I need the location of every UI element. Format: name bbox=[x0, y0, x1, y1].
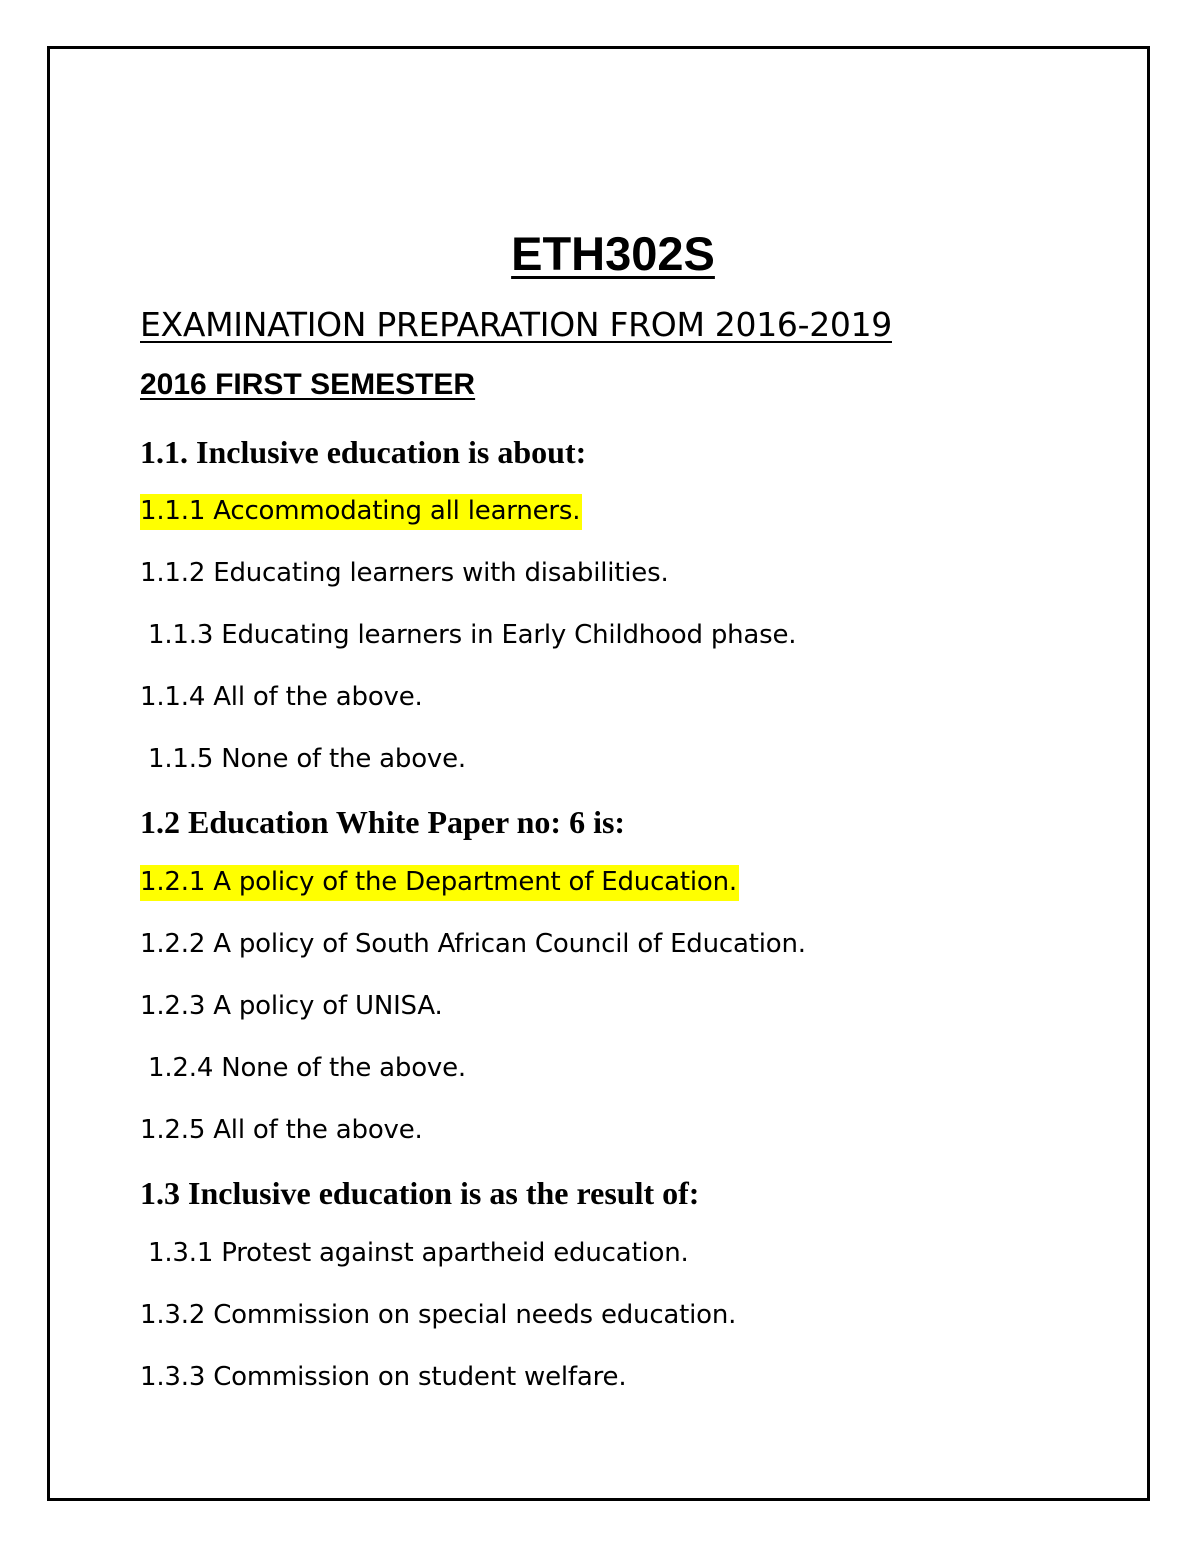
option-1-2-1 bbox=[140, 867, 739, 897]
option-1-1-4: 1.1.4 All of the above. bbox=[140, 682, 423, 712]
option-1-2-2: 1.2.2 A policy of South African Council of Education. bbox=[140, 929, 806, 959]
option-1-1-2: 1.1.2 Educating learners with disabilities. bbox=[140, 558, 669, 588]
highlighted-answer: 1.2.1 A policy of the Department of Education. bbox=[140, 865, 739, 901]
course-code: ETH302S bbox=[511, 227, 715, 280]
question-1-1: 1.1. Inclusive education is about: bbox=[140, 434, 587, 470]
semester-heading: 2016 FIRST SEMESTER bbox=[140, 368, 476, 401]
option-1-3-3: 1.3.3 Commission on student welfare. bbox=[140, 1362, 627, 1392]
option-1-1-1 bbox=[140, 496, 582, 526]
option-1-3-2: 1.3.2 Commission on special needs education. bbox=[140, 1300, 737, 1330]
option-1-1-3: 1.1.3 Educating learners in Early Childhood phase. bbox=[148, 620, 797, 650]
option-1-2-4: 1.2.4 None of the above. bbox=[148, 1053, 466, 1083]
option-1-2-3: 1.2.3 A policy of UNISA. bbox=[140, 991, 443, 1021]
option-1-1-5: 1.1.5 None of the above. bbox=[148, 744, 466, 774]
highlighted-answer: 1.1.1 Accommodating all learners. bbox=[140, 494, 582, 530]
question-1-2: 1.2 Education White Paper no: 6 is: bbox=[140, 804, 626, 840]
question-1-3: 1.3 Inclusive education is as the result of: bbox=[140, 1175, 700, 1211]
exam-title: EXAMINATION PREPARATION FROM 2016-2019 bbox=[140, 305, 892, 344]
option-1-3-1: 1.3.1 Protest against apartheid education. bbox=[148, 1238, 689, 1268]
option-1-2-5: 1.2.5 All of the above. bbox=[140, 1115, 423, 1145]
